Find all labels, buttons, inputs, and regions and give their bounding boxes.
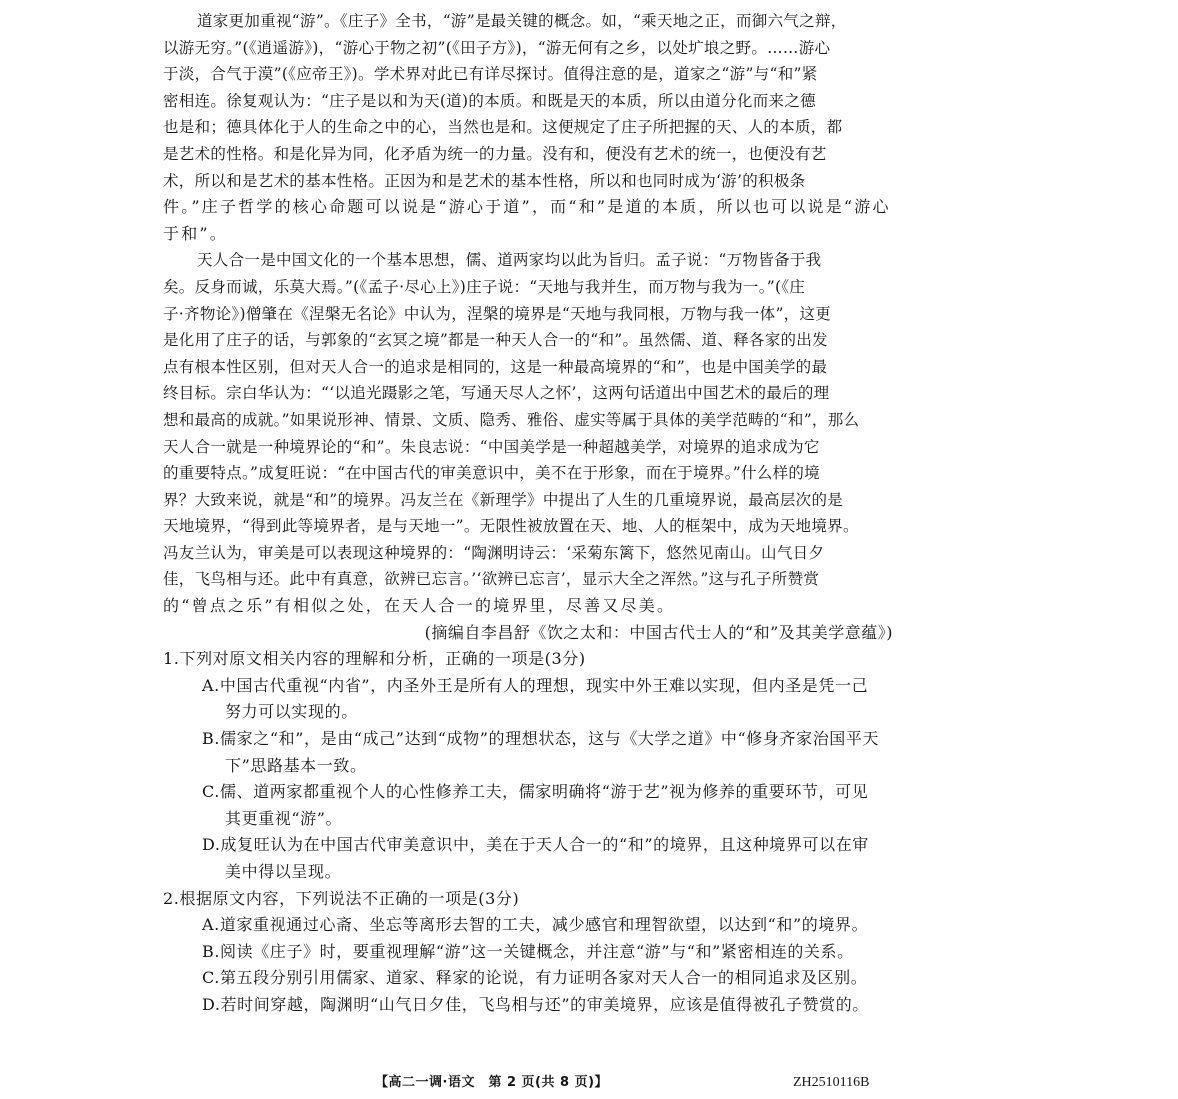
passage-line: 件。”庄子哲学的核心命题可以说是“游心于道”，而“和”是道的本质，所以也可以说是“游心 xyxy=(163,197,891,217)
passage-line: 佳，飞鸟相与还。此中有真意，欲辨已忘言。’‘欲辨已忘言’，显示大全之浑然。”这与孔子所赞赏 xyxy=(163,570,820,589)
passage-line: 天人合一是中国文化的一个基本思想，儒、道两家均以此为旨归。孟子说：“万物皆备于我 xyxy=(197,251,822,270)
passage-line: 天地境界，“得到此等境界者，是与天地一”。无限性被放置在天、地、人的框架中，成为天地境界。 xyxy=(163,517,859,536)
passage-line: 界？大致来说，就是“和”的境界。冯友兰在《新理学》中提出了人生的几重境界说，最高层次的是 xyxy=(163,490,844,509)
passage-line: 也是和；德具体化于人的生命之中的心，当然也是和。这便规定了庄子所把握的天、人的本质，都 xyxy=(163,118,843,137)
exam-code: ZH2510116B xyxy=(793,1075,870,1090)
passage-line: 天人合一就是一种境界论的“和”。朱良志说：“中国美学是一种超越美学，对境界的追求成为它 xyxy=(163,437,820,456)
question-option: A.中国古代重视“内省”，内圣外王是所有人的理想，现实中外王难以实现，但内圣是凭一己 xyxy=(202,675,869,695)
passage-line: 矣。反身而诚，乐莫大焉。”(《孟子·尽心上》)庄子说：“天地与我并生，而万物与我为一。”(《庄 xyxy=(163,277,806,296)
passage-line: 想和最高的成就。”如果说形神、情景、文质、隐秀、雅俗、虚实等属于具体的美学范畴的“和”，那么 xyxy=(163,410,860,429)
passage-line: 子·齐物论》)僧肇在《涅槃无名论》中认为，涅槃的境界是“天地与我同根，万物与我一体”，这更 xyxy=(163,304,832,323)
question-option-continuation: 美中得以呈现。 xyxy=(225,862,342,881)
question-option: A.道家重视通过心斋、坐忘等离形去智的工夫，减少感官和理智欲望，以达到“和”的境界。 xyxy=(202,915,869,935)
passage-line: 于和”。 xyxy=(163,223,228,243)
page-footer-label: 【高二一调·语文 第 2 页(共 8 页)】 xyxy=(375,1075,609,1090)
passage-line: 密相连。徐复观认为：“庄子是以和为天(道)的本质。和既是天的本质，所以由道分化而来之德 xyxy=(163,91,816,110)
question-option: C.儒、道两家都重视个人的心性修养工夫，儒家明确将“游于艺”视为修养的重要环节，可见 xyxy=(202,782,869,802)
question-option: C.第五段分别引用儒家、道家、释家的论说，有力证明各家对天人合一的相同追求及区别。 xyxy=(202,968,868,988)
question-stem: 1.下列对原文相关内容的理解和分析，正确的一项是(3分) xyxy=(163,649,586,669)
question-option: B.儒家之“和”，是由“成己”达到“成物”的理想状态，这与《大学之道》中“修身齐家治国平天 xyxy=(202,729,880,749)
passage-line: 终目标。宗白华认为：“‘以追光蹑影之笔，写通天尽人之怀’，这两句话道出中国艺术的最后的理 xyxy=(163,384,830,403)
passage-line: 以游无穷。”(《逍遥游》)，“游心于物之初”(《田子方》)，“游无何有之乡，以处圹埌之野。……游心 xyxy=(163,38,831,57)
passage-line: 术，所以和是艺术的基本性格。正因为和是艺术的基本性格，所以和也同时成为‘游’的积极条 xyxy=(163,171,806,190)
question-option: D.成复旺认为在中国古代审美意识中，美在于天人合一的“和”的境界，且这种境界可以在审 xyxy=(202,835,869,855)
question-option-continuation: 其更重视“游”。 xyxy=(225,808,343,828)
passage-source: (摘编自李昌舒《饮之太和：中国古代士人的“和”及其美学意蕴》) xyxy=(424,622,893,642)
question-stem: 2.根据原文内容，下列说法不正确的一项是(3分) xyxy=(163,888,520,908)
passage-line: 于淡，合气于漠”(《应帝王》)。学术界对此已有详尽探讨。值得注意的是，道家之“游”与“和”紧 xyxy=(163,65,818,84)
question-option-continuation: 下”思路基本一致。 xyxy=(225,755,367,775)
passage-line: 点有根本性区别，但对天人合一的追求是相同的，这是一种最高境界的“和”，也是中国美学的最 xyxy=(163,357,828,376)
passage xyxy=(163,8,893,1019)
passage-line: 的“曾点之乐”有相似之处，在天人合一的境界里，尽善又尽美。 xyxy=(163,596,676,616)
passage-line: 是艺术的性格。和是化异为同，化矛盾为统一的力量。没有和，便没有艺术的统一，也便没有艺 xyxy=(163,144,827,163)
passage-line: 是化用了庄子的话，与郭象的“玄冥之境”都是一种天人合一的“和”。虽然儒、道、释各家的出发 xyxy=(163,331,828,350)
passage-line: 的重要特点。”成复旺说：“在中国古代的审美意识中，美不在于形象，而在于境界。”什么样的境 xyxy=(163,464,820,483)
question-option: D.若时间穿越，陶渊明“山气日夕佳，飞鸟相与还”的审美境界，应该是值得被孔子赞赏的。 xyxy=(202,994,869,1014)
question-option: B.阅读《庄子》时，要重视理解“游”这一关键概念，并注意“游”与“和”紧密相连的关系。 xyxy=(202,941,854,961)
question-option-continuation: 努力可以实现的。 xyxy=(225,702,358,722)
passage-line: 冯友兰认为，审美是可以表现这种境界的：“陶渊明诗云：‘采菊东篱下，悠然见南山。山气日夕 xyxy=(163,543,825,562)
passage-line: 道家更加重视“游”。《庄子》全书，“游”是最关键的概念。如，“乘天地之正，而御六气之辩， xyxy=(197,12,847,30)
